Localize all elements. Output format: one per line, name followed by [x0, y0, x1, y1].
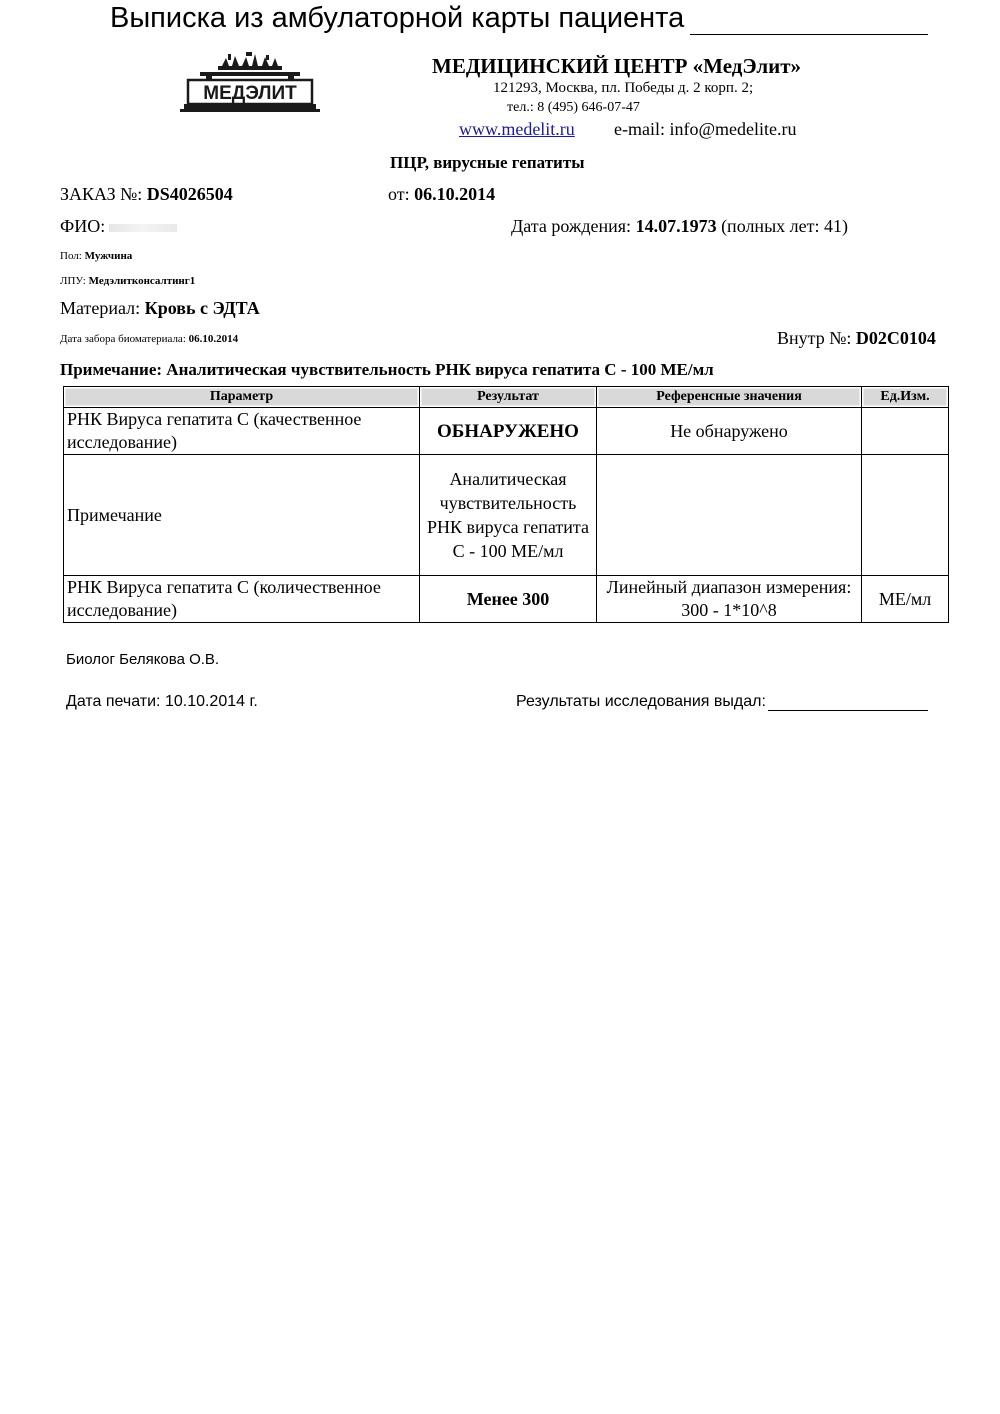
logo-graphic [180, 52, 320, 114]
logo-text: МЕДЭЛИТ [203, 83, 297, 104]
order-number-label: ЗАКАЗ №: [60, 184, 147, 204]
header-reference: Референсные значения [597, 387, 862, 408]
cell-reference [597, 455, 862, 576]
birth-date [511, 216, 848, 237]
order-number-value: DS4026504 [146, 184, 233, 204]
cell-reference: Не обнаружено [597, 408, 862, 455]
results-table [63, 386, 949, 623]
cell-parameter: РНК Вируса гепатита С (качественное исследование) [64, 408, 420, 455]
cell-parameter: РНК Вируса гепатита С (количественное исследование) [64, 576, 420, 623]
lpu-value: Медэлитконсалтинг1 [88, 275, 196, 287]
patient-sex [60, 250, 132, 262]
internal-number-label: Внутр №: [777, 328, 856, 348]
print-date: Дата печати: 10.10.2014 г. [66, 693, 258, 710]
clinic-phone: тел.: 8 (495) 646-07-47 [507, 100, 640, 115]
birth-date-value: 14.07.1973 [635, 216, 717, 236]
cell-parameter: Примечание [64, 455, 420, 576]
order-date-value: 06.10.2014 [414, 184, 496, 204]
header-unit: Ед.Изм. [862, 387, 949, 408]
table-row [64, 408, 949, 455]
clinic-name: МЕДИЦИНСКИЙ ЦЕНТР «МедЭлит» [432, 54, 802, 78]
issued-by-label: Результаты исследования выдал: [516, 693, 766, 710]
clinic-email: e-mail: info@medelite.ru [614, 119, 797, 139]
table-row [64, 576, 949, 623]
material-label: Материал: [60, 298, 145, 318]
cell-unit: МЕ/мл [862, 576, 949, 623]
internal-number-value: D02C0104 [855, 328, 936, 348]
cell-unit [862, 408, 949, 455]
birth-date-label: Дата рождения: [511, 216, 636, 236]
extract-signature-line [690, 10, 928, 35]
material [60, 298, 260, 319]
collection-date [60, 333, 238, 345]
sex-label: Пол: [60, 250, 85, 262]
table-row [64, 455, 949, 576]
sensitivity-note: Примечание: Аналитическая чувствительность РНК вируса гепатита С - 100 МЕ/мл [60, 360, 714, 379]
material-value: Кровь с ЭДТА [144, 298, 260, 318]
order-date [388, 184, 495, 205]
patient-name-label: ФИО: [60, 216, 106, 236]
sex-value: Мужчина [84, 250, 133, 262]
age-text: (полных лет: 41) [716, 216, 848, 236]
cell-reference: Линейный диапазон измерения: 300 - 1*10^8 [597, 576, 862, 623]
redacted-name [109, 224, 177, 232]
clinic-logo [180, 52, 320, 114]
biologist-name: Биолог Белякова О.В. [66, 651, 220, 668]
clinic-website-link[interactable]: www.medelit.ru [459, 119, 575, 139]
header-parameter: Параметр [64, 387, 420, 408]
cell-result: Менее 300 [420, 576, 597, 623]
patient-name [60, 216, 177, 237]
internal-number [777, 328, 936, 349]
collection-date-label: Дата забора биоматериала: [60, 333, 189, 345]
issued-signature-line [768, 695, 928, 711]
lpu-label: ЛПУ: [60, 275, 89, 287]
document-title: ПЦР, вирусные гепатиты [390, 153, 585, 172]
header-result: Результат [420, 387, 597, 408]
collection-date-value: 06.10.2014 [188, 333, 239, 345]
table-header-row [64, 387, 949, 408]
extract-title-text: Выписка из амбулаторной карты пациента [110, 2, 685, 34]
extract-title [110, 2, 928, 35]
cell-result: ОБНАРУЖЕНО [420, 408, 597, 455]
lpu [60, 275, 195, 287]
cell-unit [862, 455, 949, 576]
cell-result: Аналитическая чувствительность РНК вируса гепатита С - 100 МЕ/мл [420, 455, 597, 576]
issued-by [516, 693, 928, 711]
order-date-label: от: [388, 184, 415, 204]
order-number [60, 184, 233, 205]
clinic-address: 121293, Москва, пл. Победы д. 2 корп. 2; [493, 80, 754, 96]
